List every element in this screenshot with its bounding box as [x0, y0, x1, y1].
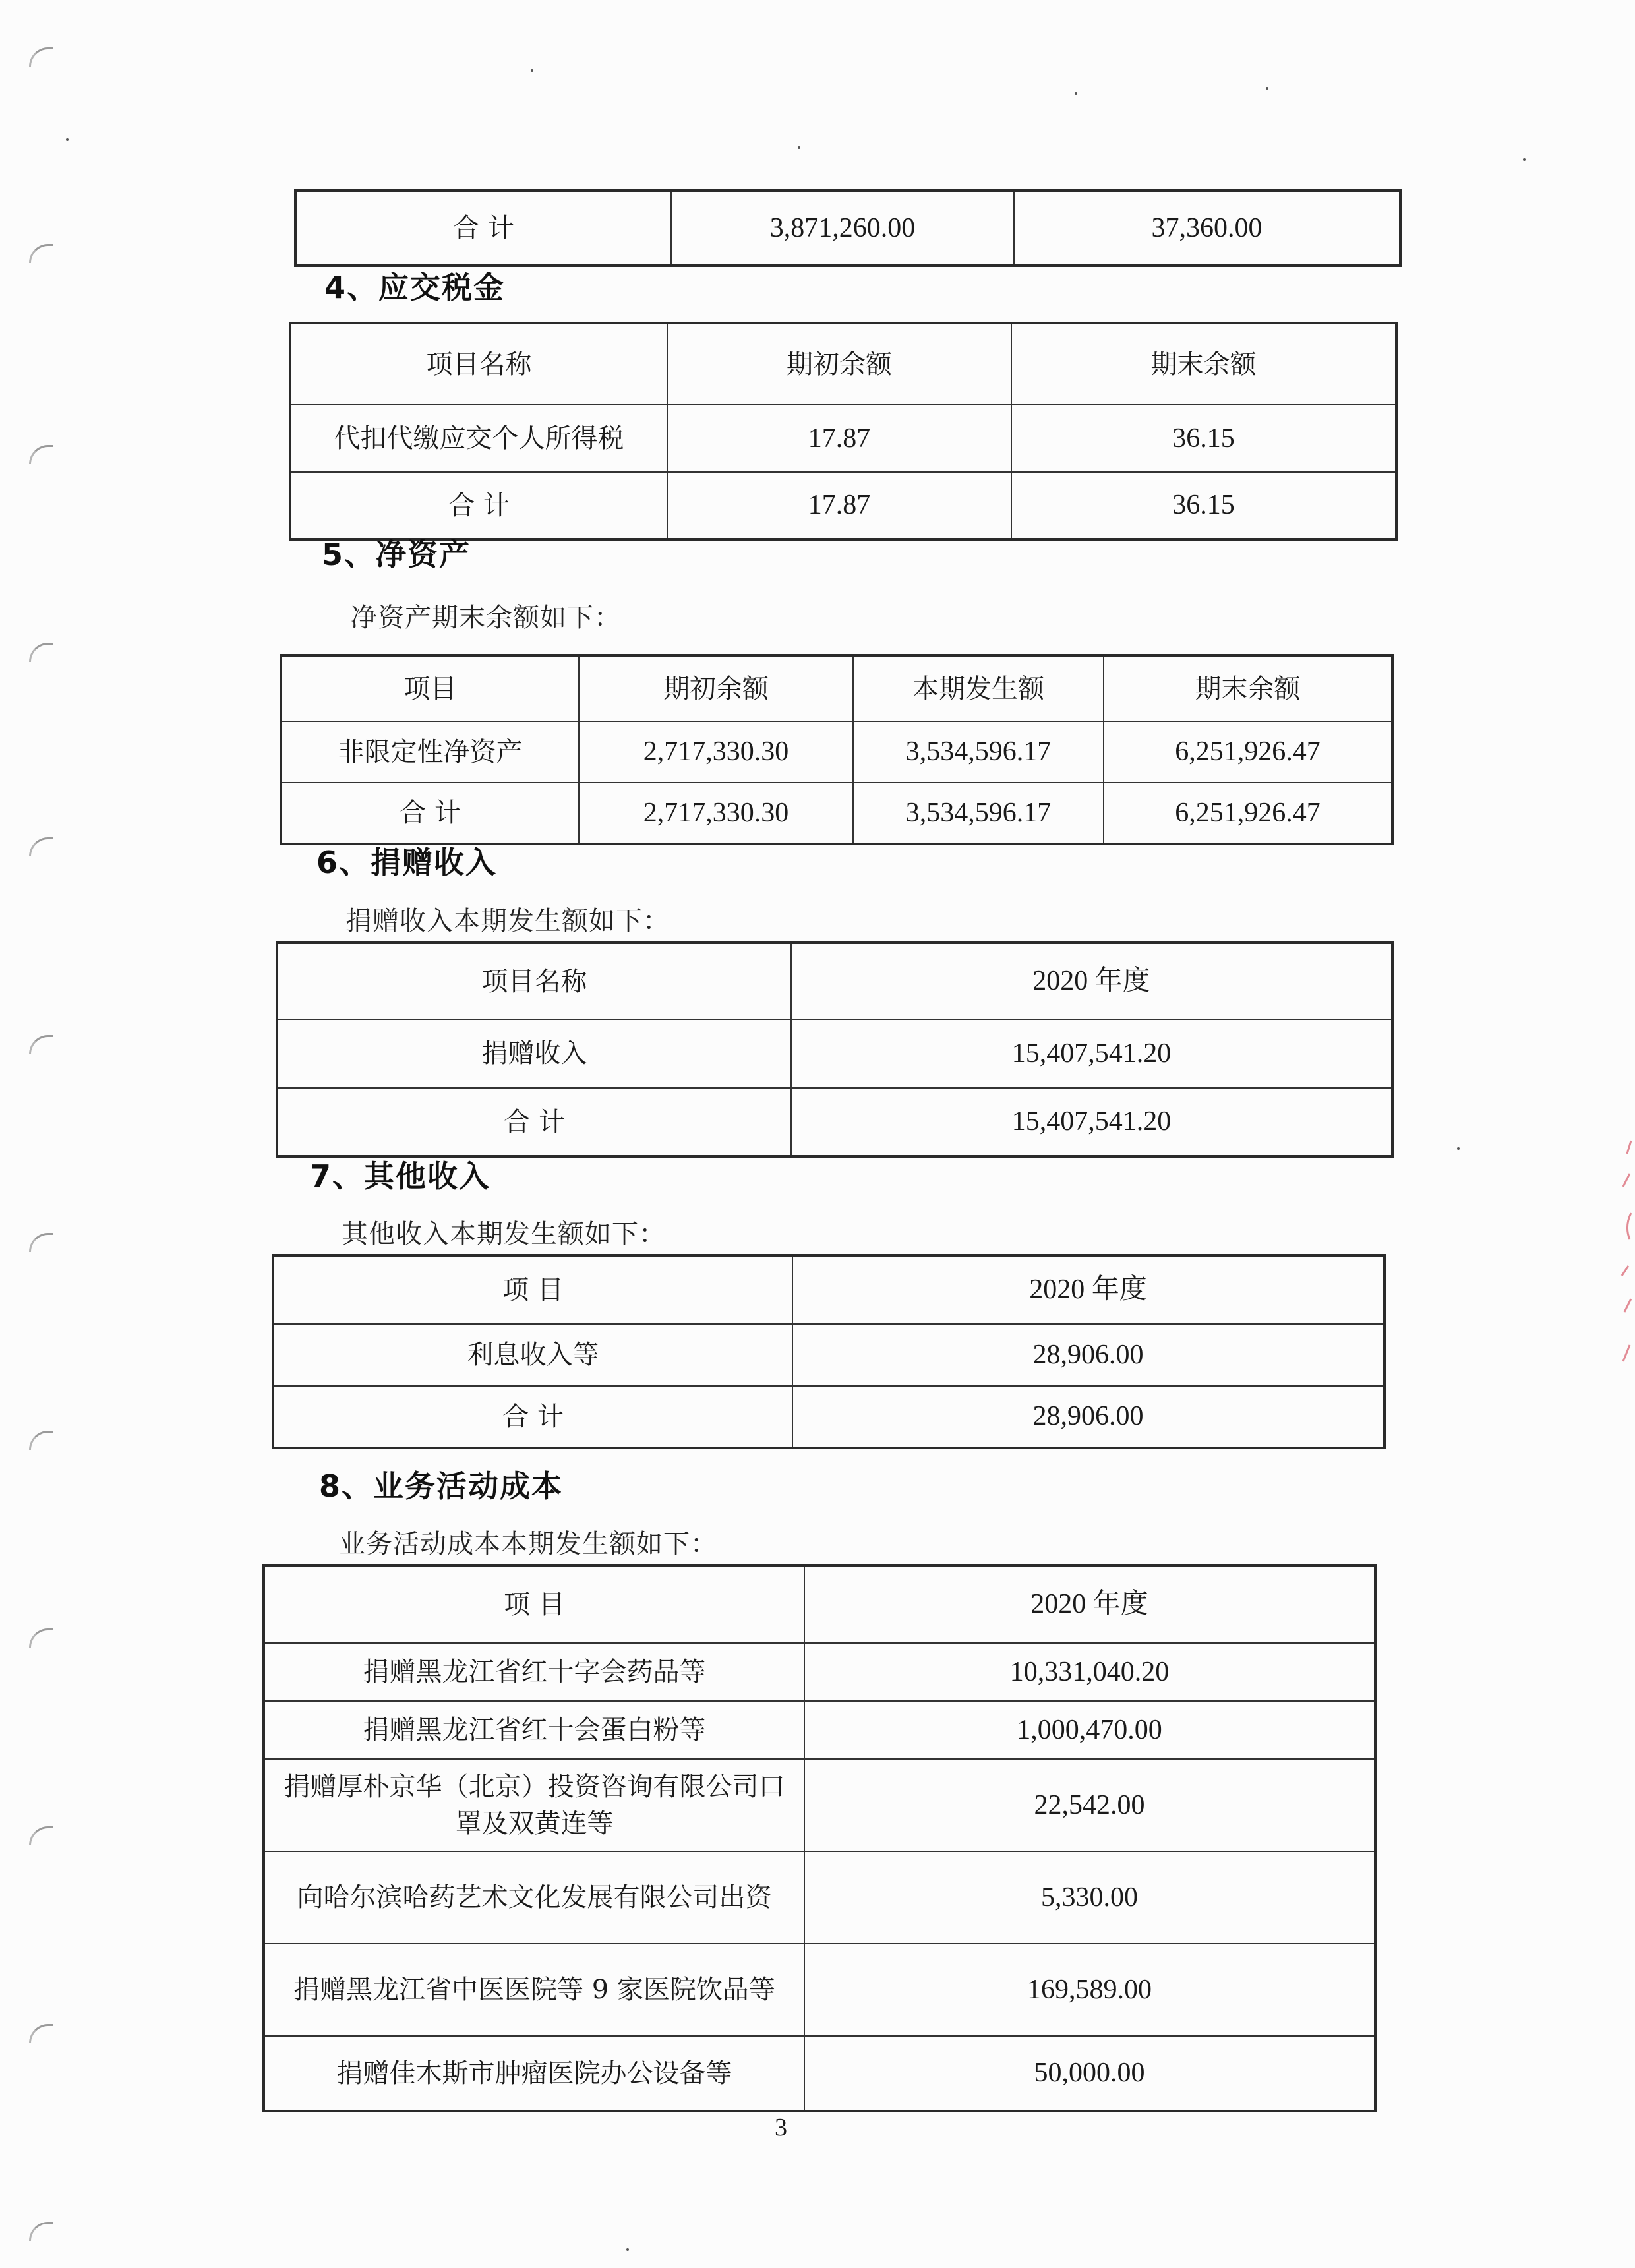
column-header: 期初余额	[579, 655, 853, 721]
table-cell: 36.15	[1011, 405, 1396, 472]
binder-hole	[29, 244, 53, 263]
table-row	[290, 405, 1396, 472]
section-title: 8、业务活动成本	[319, 1468, 564, 1504]
table-cell: 28,906.00	[792, 1386, 1384, 1448]
binder-hole	[29, 1628, 53, 1648]
binder-hole	[29, 643, 53, 662]
table-cell: 169,589.00	[804, 1944, 1375, 2036]
scan-speck	[1075, 92, 1077, 95]
column-header: 2020 年度	[804, 1565, 1375, 1643]
table-header-row	[264, 1565, 1375, 1643]
table-cell: 6,251,926.47	[1104, 721, 1392, 783]
table-cell: 17.87	[667, 405, 1011, 472]
column-header: 2020 年度	[791, 943, 1392, 1019]
table-row	[281, 721, 1392, 783]
binder-hole	[29, 2222, 53, 2241]
table-cell: 37,360.00	[1014, 191, 1400, 266]
column-header: 本期发生额	[853, 655, 1104, 721]
section-intro: 捐赠收入本期发生额如下：	[345, 906, 670, 936]
section-title: 7、其他收入	[310, 1158, 491, 1194]
table-row	[264, 1643, 1375, 1701]
table-header-row	[281, 655, 1392, 721]
table-cell: 2,717,330.30	[579, 783, 853, 844]
binder-hole	[29, 445, 53, 464]
table-cell: 合 计	[290, 472, 667, 539]
column-header: 期末余额	[1104, 655, 1392, 721]
table-cell: 3,534,596.17	[853, 721, 1104, 783]
binder-hole	[29, 1431, 53, 1450]
column-header: 项目名称	[290, 323, 667, 405]
total-label: 合 计	[295, 191, 671, 266]
page-number: 3	[775, 2114, 787, 2141]
table-cell: 2,717,330.30	[579, 721, 853, 783]
table-row	[273, 1386, 1384, 1448]
scan-speck	[626, 2248, 629, 2251]
scan-speck	[1523, 158, 1526, 161]
net-assets-table	[280, 654, 1394, 845]
top-table	[294, 189, 1402, 267]
scan-speck	[1457, 1147, 1460, 1150]
table-cell: 15,407,541.20	[791, 1088, 1392, 1156]
table-cell: 36.15	[1011, 472, 1396, 539]
binder-hole	[29, 1826, 53, 1845]
table-cell: 3,871,260.00	[671, 191, 1014, 266]
column-header: 期初余额	[667, 323, 1011, 405]
other-income-table	[272, 1254, 1386, 1449]
section-title: 4、应交税金	[324, 270, 506, 305]
table-row	[264, 1944, 1375, 2036]
table-row	[281, 783, 1392, 844]
table-row	[290, 472, 1396, 539]
scan-speck	[531, 69, 533, 72]
section-intro: 业务活动成本本期发生额如下：	[339, 1529, 717, 1559]
column-header: 期末余额	[1011, 323, 1396, 405]
table-row	[277, 1088, 1392, 1156]
table-row	[264, 1851, 1375, 1944]
table-header-row	[290, 323, 1396, 405]
column-header: 项 目	[273, 1255, 792, 1324]
table-row	[264, 1701, 1375, 1759]
tax-table	[289, 322, 1398, 541]
binder-hole	[29, 1233, 53, 1252]
table-cell: 捐赠黑龙江省红十字会药品等	[264, 1643, 804, 1701]
table-cell: 合 计	[281, 783, 579, 844]
table-row	[264, 2036, 1375, 2111]
table-cell: 捐赠黑龙江省红十会蛋白粉等	[264, 1701, 804, 1759]
table-cell: 利息收入等	[273, 1324, 792, 1386]
table-cell: 17.87	[667, 472, 1011, 539]
business-cost-table	[262, 1564, 1377, 2112]
column-header: 项 目	[264, 1565, 804, 1643]
scan-speck	[1266, 87, 1268, 90]
donation-income-table	[276, 941, 1394, 1158]
scan-speck	[66, 138, 69, 141]
table-cell: 28,906.00	[792, 1324, 1384, 1386]
table-row	[273, 1324, 1384, 1386]
table-header-row	[273, 1255, 1384, 1324]
table-cell: 6,251,926.47	[1104, 783, 1392, 844]
table-cell: 合 计	[273, 1386, 792, 1448]
binder-hole	[29, 47, 53, 67]
binder-hole	[29, 837, 53, 856]
section-title: 5、净资产	[322, 537, 471, 572]
table-cell: 向哈尔滨哈药艺术文化发展有限公司出资	[264, 1851, 804, 1944]
table-cell: 捐赠收入	[277, 1019, 791, 1088]
table-row	[277, 1019, 1392, 1088]
table-cell: 15,407,541.20	[791, 1019, 1392, 1088]
column-header: 项目名称	[277, 943, 791, 1019]
table-cell: 合 计	[277, 1088, 791, 1156]
table-cell: 捐赠佳木斯市肿瘤医院办公设备等	[264, 2036, 804, 2111]
table-cell: 捐赠厚朴京华（北京）投资咨询有限公司口罩及双黄连等	[264, 1759, 804, 1851]
column-header: 2020 年度	[792, 1255, 1384, 1324]
table-cell: 5,330.00	[804, 1851, 1375, 1944]
table-cell: 1,000,470.00	[804, 1701, 1375, 1759]
table-row	[264, 1759, 1375, 1851]
table-cell: 10,331,040.20	[804, 1643, 1375, 1701]
scan-speck	[798, 146, 800, 149]
table-cell: 非限定性净资产	[281, 721, 579, 783]
section-intro: 净资产期末余额如下：	[351, 603, 621, 633]
table-cell: 22,542.00	[804, 1759, 1375, 1851]
table-cell: 代扣代缴应交个人所得税	[290, 405, 667, 472]
table-header-row	[277, 943, 1392, 1019]
binder-hole	[29, 2024, 53, 2043]
section-title: 6、捐赠收入	[316, 845, 498, 880]
table-cell: 50,000.00	[804, 2036, 1375, 2111]
column-header: 项目	[281, 655, 579, 721]
section-intro: 其他收入本期发生额如下：	[342, 1219, 666, 1249]
table-cell: 3,534,596.17	[853, 783, 1104, 844]
binder-hole	[29, 1035, 53, 1054]
table-cell: 捐赠黑龙江省中医医院等 9 家医院饮品等	[264, 1944, 804, 2036]
table-row	[295, 191, 1400, 266]
stamp-fragment	[1618, 1134, 1635, 1385]
